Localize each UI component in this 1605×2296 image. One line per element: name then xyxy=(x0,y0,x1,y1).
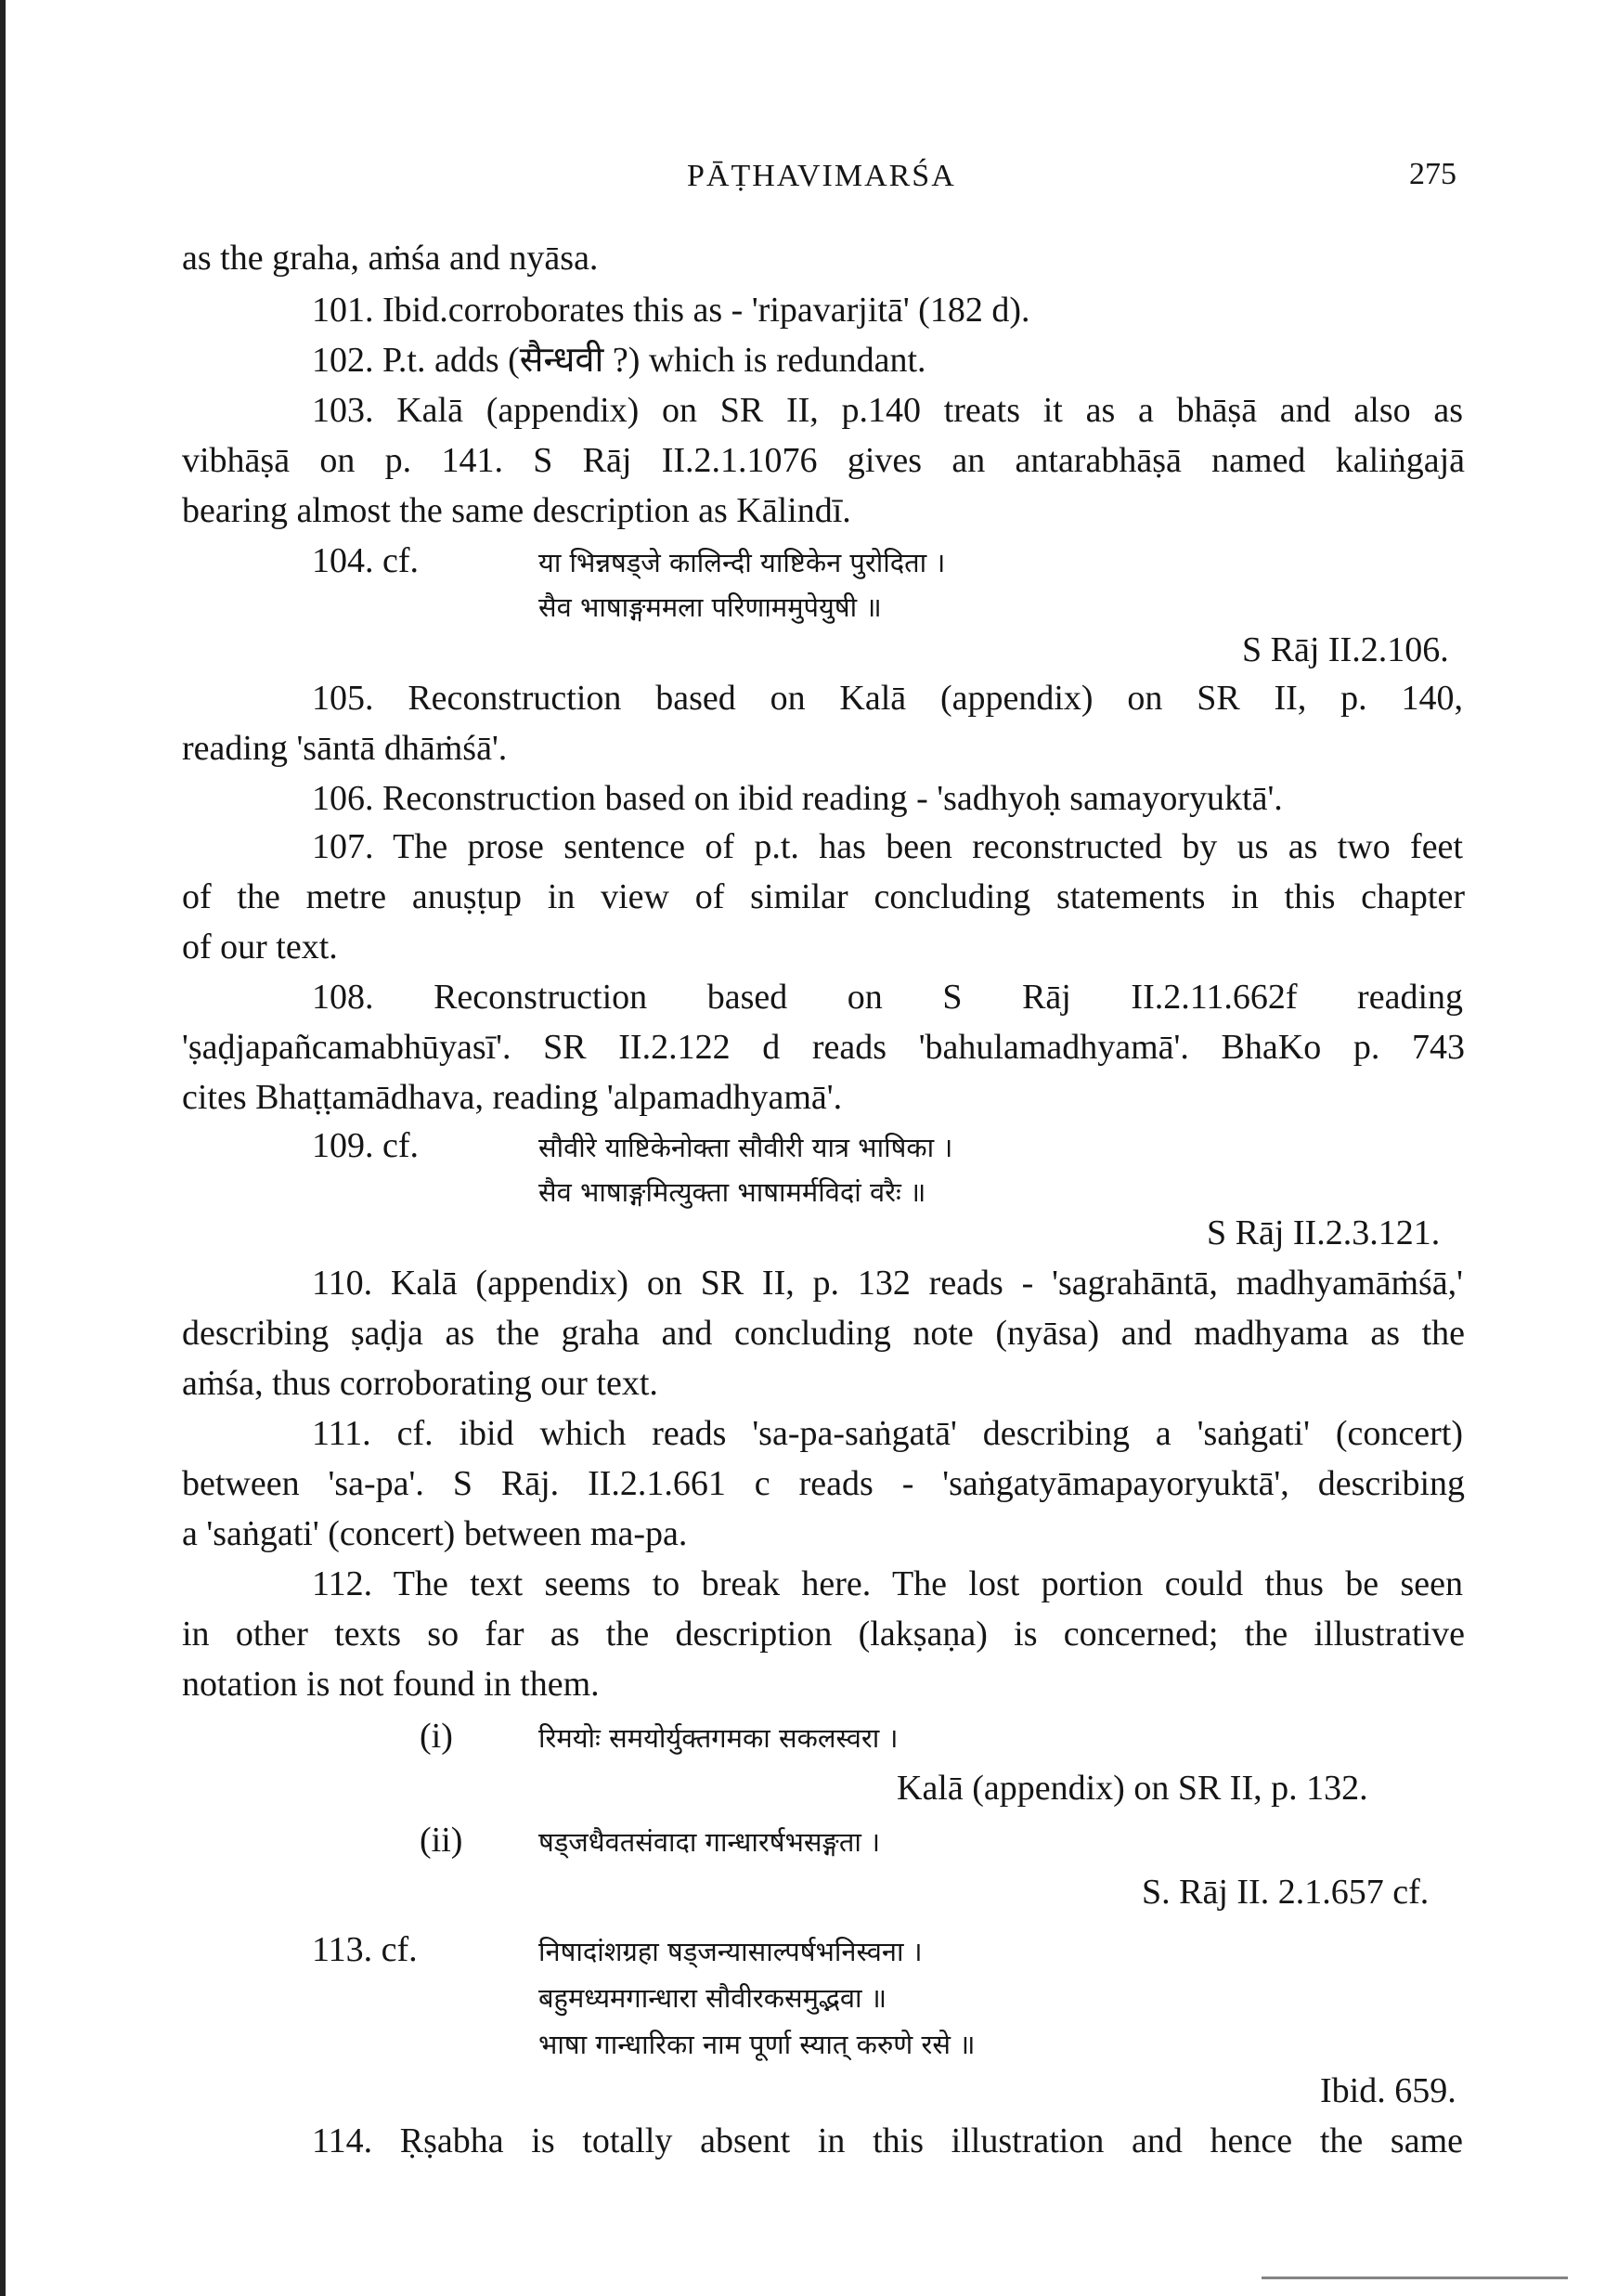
sanskrit-verse: निषादांशग्रहा षड्जन्यासाल्पर्षभनिस्वना । xyxy=(538,1936,923,1967)
footnote-111: 111. cf. ibid which reads 'sa-pa-saṅgatā' describing a 'saṅgati' (concert) xyxy=(312,1414,1463,1453)
footnote-101: 101. Ibid.corroborates this as - 'ripavarjitā' (182 d). xyxy=(312,291,1030,330)
sanskrit-verse: रिमयोः समयोर्युक्तगमका सकलस्वरा । xyxy=(538,1722,899,1754)
text-line: in other texts so far as the description (lakṣaṇa) is concerned; the illustrative xyxy=(182,1615,1465,1654)
footnote-108: 108. Reconstruction based on S Rāj II.2.11.662f reading xyxy=(312,978,1463,1017)
verse-reference: Kalā (appendix) on SR II, p. 132. xyxy=(897,1769,1368,1808)
footnote-114: 114. Ṛṣabha is totally absent in this illustration and hence the same xyxy=(312,2121,1463,2160)
text-line: describing ṣaḍja as the graha and concluding note (nyāsa) and madhyama as the xyxy=(182,1314,1465,1353)
footnote-106: 106. Reconstruction based on ibid reading - 'sadhyoḥ samayoryuktā'. xyxy=(312,779,1283,818)
text-line: of our text. xyxy=(182,927,338,966)
footnote-107: 107. The prose sentence of p.t. has been reconstructed by us as two feet xyxy=(312,827,1463,866)
text-line: 'ṣaḍjapañcamabhūyasī'. SR II.2.122 d reads 'bahulamadhyamā'. BhaKo p. 743 xyxy=(182,1028,1465,1067)
footnote-102: 102. P.t. adds (सैन्धवी ?) which is redundant. xyxy=(312,341,926,380)
text-line: reading 'sāntā dhāṁśā'. xyxy=(182,729,508,768)
footnote-105: 105. Reconstruction based on Kalā (appendix) on SR II, p. 140, xyxy=(312,679,1463,718)
text-line: of the metre anuṣṭup in view of similar concluding statements in this chapter xyxy=(182,877,1465,916)
illustration-label: (ii) xyxy=(420,1821,463,1860)
running-title: PĀṬHAVIMARŚA xyxy=(687,159,956,193)
scan-edge-shadow xyxy=(0,0,6,2296)
text-line: notation is not found in them. xyxy=(182,1665,600,1704)
scan-rule-mark xyxy=(1262,2277,1568,2279)
sanskrit-verse: भाषा गान्धारिका नाम पूर्णा स्यात् करुणे रसे ॥ xyxy=(538,2029,976,2060)
illustration-label: (i) xyxy=(420,1717,453,1756)
verse-reference: S Rāj II.2.3.121. xyxy=(1207,1213,1441,1252)
sanskrit-verse: षड्जधैवतसंवादा गान्धारर्षभसङ्गता । xyxy=(538,1826,881,1858)
verse-reference: Ibid. 659. xyxy=(1320,2071,1456,2110)
footnote-103: 103. Kalā (appendix) on SR II, p.140 treats it as a bhāṣā and also as xyxy=(312,391,1463,430)
sanskrit-verse: बहुमध्यमगान्धारा सौवीरकसमुद्भवा ॥ xyxy=(538,1982,887,2014)
text-line: aṁśa, thus corroborating our text. xyxy=(182,1364,658,1403)
sanskrit-verse: या भिन्नषड्जे कालिन्दी याष्टिकेन पुरोदिता । xyxy=(538,547,946,578)
verse-reference: S. Rāj II. 2.1.657 cf. xyxy=(1142,1873,1430,1912)
text-line: vibhāṣā on p. 141. S Rāj II.2.1.1076 gives an antarabhāṣā named kaliṅgajā xyxy=(182,441,1465,480)
footnote-109-label: 109. cf. xyxy=(312,1126,420,1165)
sanskrit-verse: सैव भाषाङ्गममला परिणाममुपेयुषी ॥ xyxy=(538,591,882,623)
text-line: cites Bhaṭṭamādhava, reading 'alpamadhyamā'. xyxy=(182,1078,843,1117)
footnote-110: 110. Kalā (appendix) on SR II, p. 132 reads - 'sagrahāntā, madhyamāṁśā,' xyxy=(312,1264,1463,1303)
text-line: as the graha, aṁśa and nyāsa. xyxy=(182,239,599,278)
sanskrit-verse: सौवीरे याष्टिकेनोक्ता सौवीरी यात्र भाषिका । xyxy=(538,1132,953,1163)
verse-reference: S Rāj II.2.106. xyxy=(1242,630,1449,669)
text-line: between 'sa-pa'. S Rāj. II.2.1.661 c reads - 'saṅgatyāmapayoryuktā', describing xyxy=(182,1464,1465,1503)
text-line: a 'saṅgati' (concert) between ma-pa. xyxy=(182,1514,688,1553)
page-number: 275 xyxy=(1409,157,1456,191)
footnote-112: 112. The text seems to break here. The lost portion could thus be seen xyxy=(312,1564,1463,1603)
footnote-113-label: 113. cf. xyxy=(312,1930,418,1969)
sanskrit-verse: सैव भाषाङ्गमित्युक्ता भाषामर्मविदां वरैः ॥ xyxy=(538,1176,926,1208)
footnote-104-label: 104. cf. xyxy=(312,541,420,580)
text-line: bearing almost the same description as Kālindī. xyxy=(182,491,851,530)
